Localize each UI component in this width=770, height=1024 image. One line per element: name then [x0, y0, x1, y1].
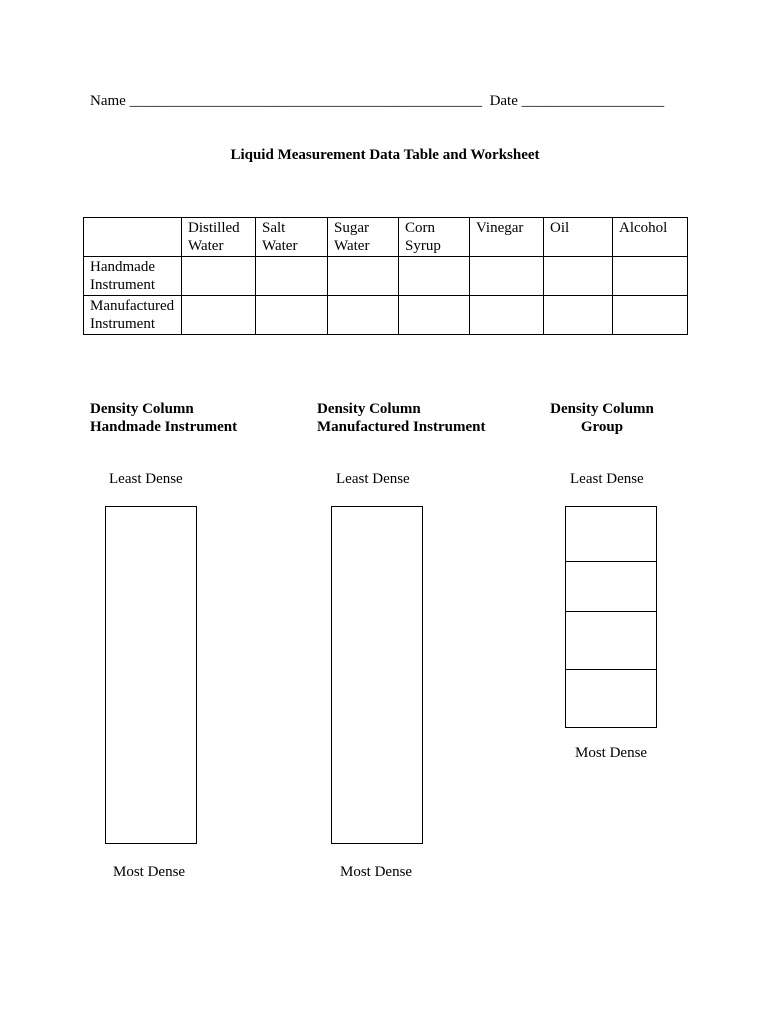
table-cell[interactable]: [399, 296, 470, 335]
name-date-line[interactable]: Name _______________________________________________ Date ___________________: [90, 93, 665, 109]
table-cell[interactable]: [182, 257, 256, 296]
group-column-heading-line2: Group: [580, 419, 624, 435]
group-density-column-box[interactable]: [565, 506, 657, 728]
group-column-divider: [566, 611, 656, 612]
table-row-manufactured: [84, 296, 688, 335]
table-cell[interactable]: [613, 296, 688, 335]
handmade-column-heading-line2: Handmade Instrument: [90, 419, 238, 435]
table-cell[interactable]: [544, 257, 613, 296]
table-cell[interactable]: [256, 296, 328, 335]
manufactured-least-dense-label: Least Dense: [336, 471, 410, 487]
handmade-column-heading-line1: Density Column: [90, 401, 194, 417]
group-column-divider: [566, 561, 656, 562]
group-least-dense-label: Least Dense: [570, 471, 644, 487]
table-cell[interactable]: [470, 296, 544, 335]
table-cell[interactable]: [544, 296, 613, 335]
group-column-heading-line1: Density Column: [550, 401, 654, 417]
table-cell[interactable]: [470, 257, 544, 296]
header-cell-distilled-water: Distilled Water: [182, 218, 256, 257]
header-cell-empty: [84, 218, 182, 257]
header-cell-corn-syrup: Corn Syrup: [399, 218, 470, 257]
page-title: Liquid Measurement Data Table and Worksheet: [230, 147, 540, 163]
header-cell-vinegar: Vinegar: [470, 218, 544, 257]
row-label-handmade: Handmade Instrument: [84, 257, 182, 296]
header-cell-alcohol: Alcohol: [613, 218, 688, 257]
table-header-row: [84, 218, 688, 257]
table-cell[interactable]: [256, 257, 328, 296]
manufactured-column-heading-line2: Manufactured Instrument: [317, 419, 486, 435]
header-cell-sugar-water: Sugar Water: [328, 218, 399, 257]
header-cell-salt-water: Salt Water: [256, 218, 328, 257]
manufactured-column-heading-line1: Density Column: [317, 401, 421, 417]
handmade-least-dense-label: Least Dense: [109, 471, 183, 487]
header-cell-oil: Oil: [544, 218, 613, 257]
table-cell[interactable]: [328, 296, 399, 335]
table-row-handmade: [84, 257, 688, 296]
row-label-manufactured: Manufactured Instrument: [84, 296, 182, 335]
table-cell[interactable]: [328, 257, 399, 296]
manufactured-most-dense-label: Most Dense: [340, 864, 413, 880]
manufactured-density-column-box[interactable]: [331, 506, 423, 844]
data-table: [83, 217, 688, 335]
table-cell[interactable]: [399, 257, 470, 296]
table-cell[interactable]: [613, 257, 688, 296]
group-most-dense-label: Most Dense: [575, 745, 648, 761]
table-cell[interactable]: [182, 296, 256, 335]
group-column-divider: [566, 669, 656, 670]
handmade-most-dense-label: Most Dense: [113, 864, 186, 880]
handmade-density-column-box[interactable]: [105, 506, 197, 844]
